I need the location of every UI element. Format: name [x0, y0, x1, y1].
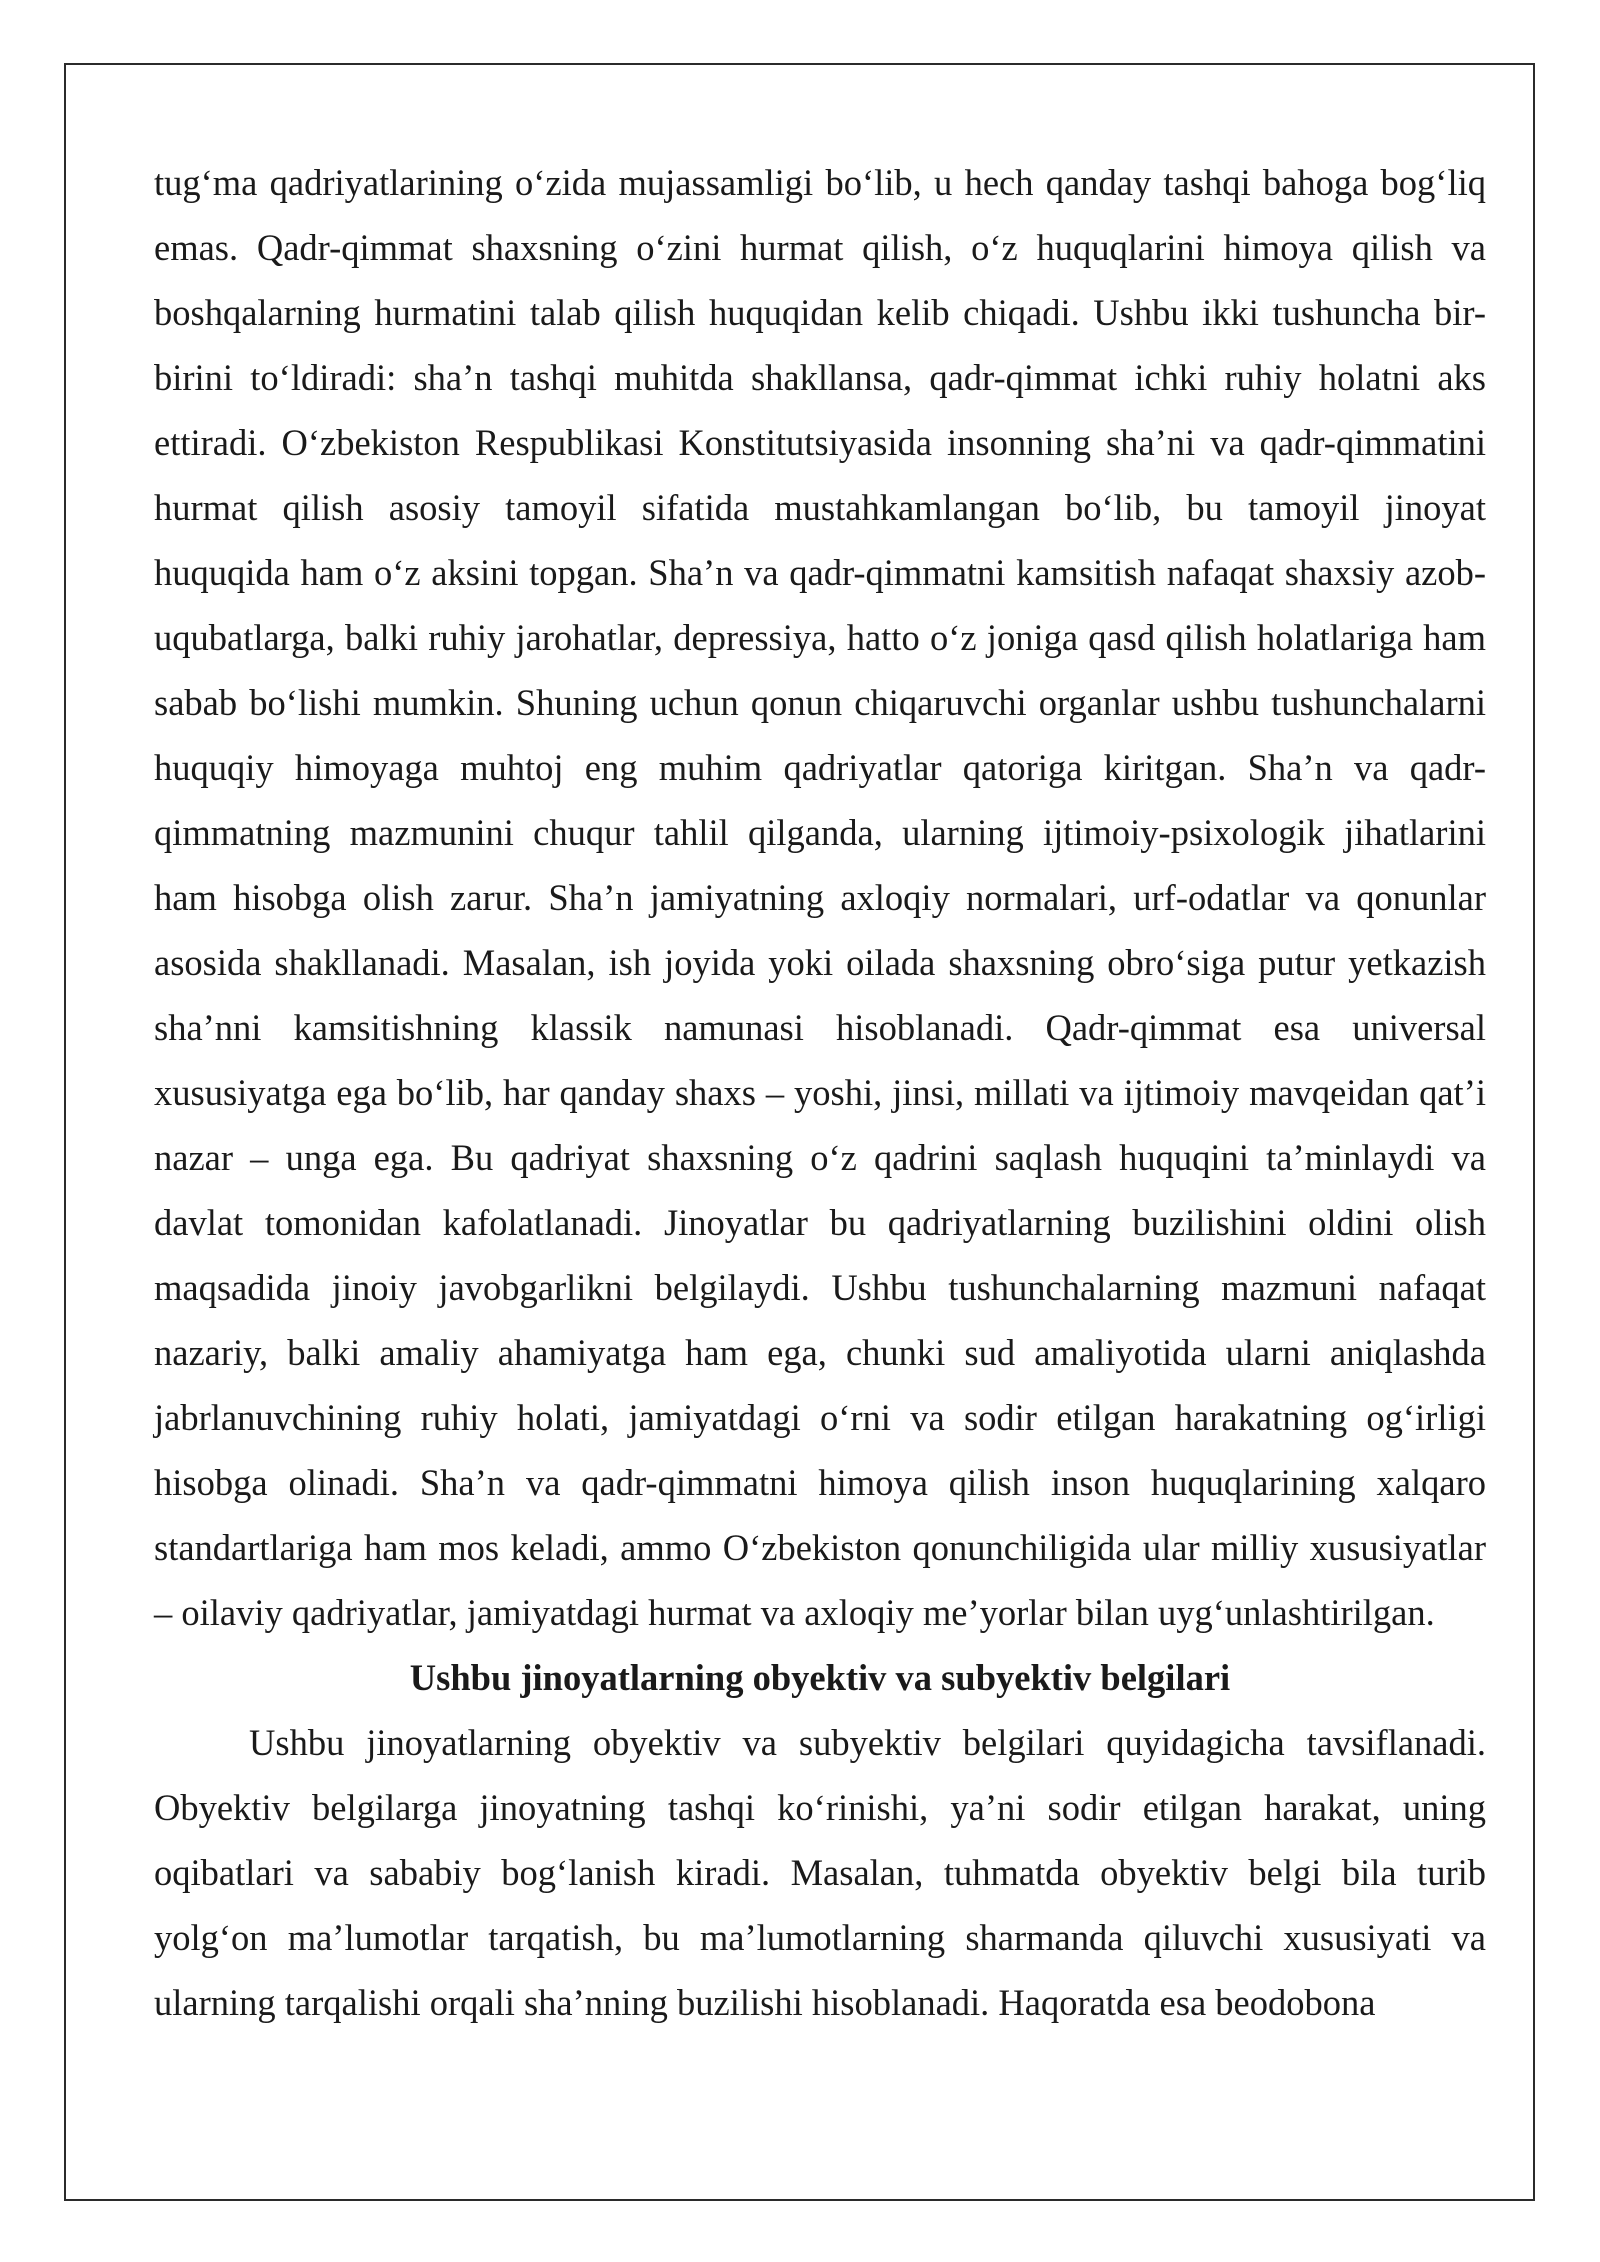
body-paragraph-continued: Ushbu jinoyatlarning obyektiv va subyektiv belgilari quyidagicha tavsiflanadi. Obyektiv belgilarga jinoyatning tashqi ko‘rinishi, ya’ni sodir etilgan harakat, uning oqibatlari va sababiy bog‘lanish kiradi. Masalan, tuhmatda obyektiv belgi bila turib yolg‘on ma’lumotlar tarqatish, bu ma’lumotlarning sharmanda qiluvchi xususiyati va ularning tarqalishi orqali sha’nning buzilishi hisoblanadi. Haqoratda esa beodobona: [154, 1722, 1486, 2023]
page-frame: [64, 63, 1535, 2201]
document-body: [154, 150, 1486, 2035]
body-paragraph: tug‘ma qadriyatlarining o‘zida mujassamligi bo‘lib, u hech qanday tashqi bahoga bog‘liq emas. Qadr-qimmat shaxsning o‘zini hurmat qilish, o‘z huquqlarini himoya qilish va boshqalarning hurmatini talab qilish huquqidan kelib chiqadi. Ushbu ikki tushuncha bir-birini to‘ldiradi: sha’n tashqi muhitda shakllansa, qadr-qimmat ichki ruhiy holatni aks ettiradi. O‘zbekiston Respublikasi Konstitutsiyasida insonning sha’ni va qadr-qimmatini hurmat qilish asosiy tamoyil sifatida mustahkamlangan bo‘lib, bu tamoyil jinoyat huquqida ham o‘z aksini topgan. Sha’n va qadr-qimmatni kamsitish nafaqat shaxsiy azob-uqubatlarga, balki ruhiy jarohatlar, depressiya, hatto o‘z joniga qasd qilish holatlariga ham sabab bo‘lishi mumkin. Shuning uchun qonun chiqaruvchi organlar ushbu tushunchalarni huquqiy himoyaga muhtoj eng muhim qadriyatlar qatoriga kiritgan. Sha’n va qadr-qimmatning mazmunini chuqur tahlil qilganda, ularning ijtimoiy-psixologik jihatlarini ham hisobga olish zarur. Sha’n jamiyatning axloqiy normalari, urf-odatlar va qonunlar asosida shakllanadi. Masalan, ish joyida yoki oilada shaxsning obro‘siga putur yetkazish sha’nni kamsitishning klassik namunasi hisoblanadi. Qadr-qimmat esa universal xususiyatga ega bo‘lib, har qanday shaxs – yoshi, jinsi, millati va ijtimoiy mavqeidan qat’i nazar – unga ega. Bu qadriyat shaxsning o‘z qadrini saqlash huquqini ta’minlaydi va davlat tomonidan kafolatlanadi. Jinoyatlar bu qadriyatlarning buzilishini oldini olish maqsadida jinoiy javobgarlikni belgilaydi. Ushbu tushunchalarning mazmuni nafaqat nazariy, balki amaliy ahamiyatga ham ega, chunki sud amaliyotida ularni aniqlashda jabrlanuvchining ruhiy holati, jamiyatdagi o‘rni va sodir etilgan harakatning og‘irligi hisobga olinadi. Sha’n va qadr-qimmatni himoya qilish inson huquqlarining xalqaro standartlariga ham mos keladi, ammo O‘zbekiston qonunchiligida ular milliy xususiyatlar – oilaviy qadriyatlar, jamiyatdagi hurmat va axloqiy me’yorlar bilan uyg‘unlashtirilgan.: [154, 162, 1486, 1633]
section-heading: Ushbu jinoyatlarning obyektiv va subyektiv belgilari: [409, 1657, 1231, 1698]
